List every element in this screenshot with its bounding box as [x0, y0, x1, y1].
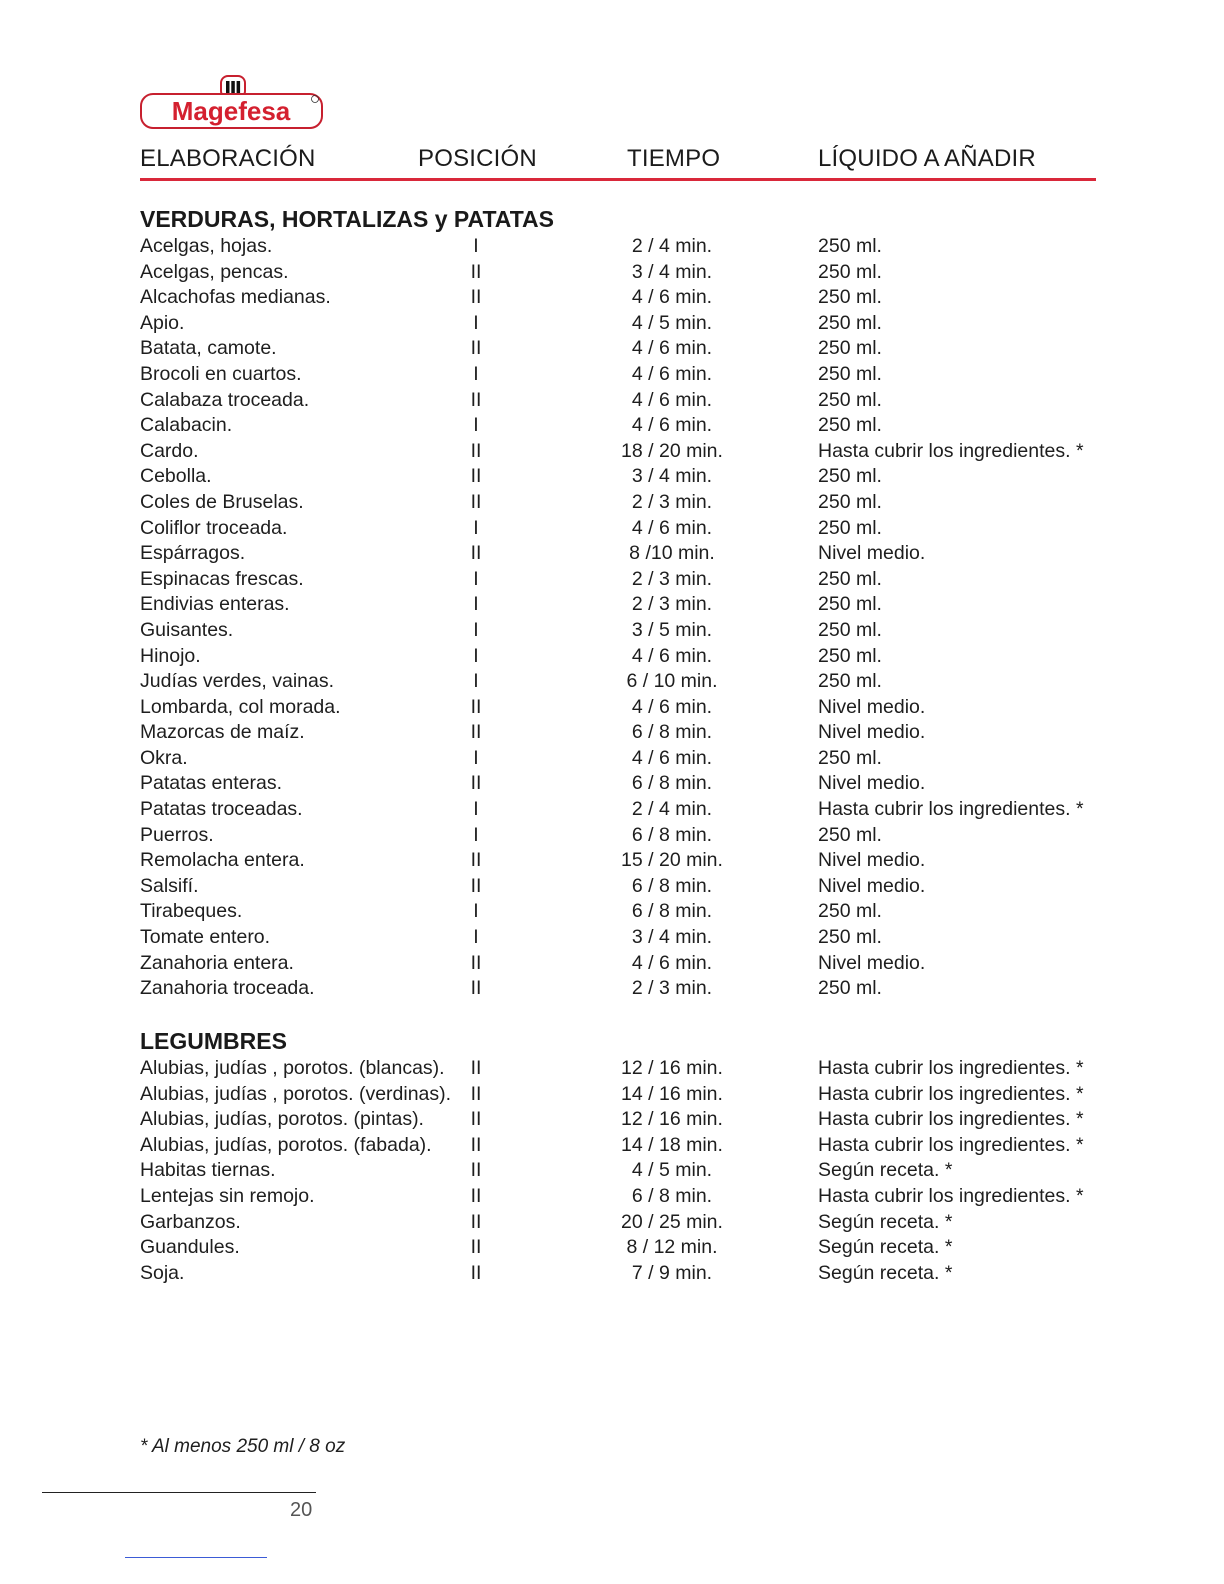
table-row: [0, 1184, 1224, 1210]
table-row: [0, 823, 1224, 849]
row-position: II: [470, 465, 482, 488]
header-liquido: LÍQUIDO A AÑADIR: [818, 145, 1036, 172]
row-time: 3 / 4 min.: [631, 926, 713, 949]
table-row: [0, 951, 1224, 977]
row-time: 4 / 6 min.: [631, 414, 713, 437]
row-name: Coles de Bruselas.: [140, 490, 304, 513]
row-time: 4 / 6 min.: [631, 951, 713, 974]
row-position: I: [473, 900, 479, 923]
row-position: II: [470, 439, 482, 462]
table-row: [0, 746, 1224, 772]
row-liquid: 250 ml.: [818, 337, 882, 360]
table-row: [0, 285, 1224, 311]
row-name: Cebolla.: [140, 465, 212, 488]
row-position: II: [470, 874, 482, 897]
row-name: Salsifí.: [140, 874, 199, 897]
row-name: Tirabeques.: [140, 900, 243, 923]
table-row: [0, 260, 1224, 286]
row-time: 6 / 8 min.: [631, 900, 713, 923]
row-name: Batata, camote.: [140, 337, 277, 360]
row-position: I: [473, 593, 479, 616]
row-time: 8 / 12 min.: [626, 1236, 718, 1259]
footer-blue-line: [125, 1557, 267, 1558]
row-time: 6 / 8 min.: [631, 772, 713, 795]
row-liquid: 250 ml.: [818, 388, 882, 411]
row-position: I: [473, 414, 479, 437]
row-position: II: [470, 490, 482, 513]
table-row: [0, 1056, 1224, 1082]
row-position: I: [473, 670, 479, 693]
row-name: Hinojo.: [140, 644, 201, 667]
row-time: 14 / 16 min.: [621, 1082, 723, 1105]
row-liquid: Hasta cubrir los ingredientes. *: [818, 439, 1084, 462]
row-position: II: [470, 1261, 482, 1284]
row-liquid: 250 ml.: [818, 465, 882, 488]
row-name: Calabacin.: [140, 414, 233, 437]
row-time: 4 / 6 min.: [631, 695, 713, 718]
row-position: II: [470, 721, 482, 744]
row-liquid: 250 ml.: [818, 823, 882, 846]
row-position: II: [470, 1210, 482, 1233]
row-time: 2 / 3 min.: [631, 490, 713, 513]
svg-text:Magefesa: Magefesa: [171, 96, 291, 126]
row-liquid: 250 ml.: [818, 414, 882, 437]
footer-divider: [42, 1492, 316, 1493]
row-liquid: 250 ml.: [818, 746, 882, 769]
row-time: 4 / 6 min.: [631, 516, 713, 539]
row-time: 7 / 9 min.: [631, 1261, 713, 1284]
row-position: II: [470, 951, 482, 974]
header-elaboracion: ELABORACIÓN: [140, 145, 316, 172]
row-time: 2 / 3 min.: [631, 593, 713, 616]
row-name: Alcachofas medianas.: [140, 286, 331, 309]
row-time: 20 / 25 min.: [621, 1210, 723, 1233]
row-liquid: Según receta. *: [818, 1159, 953, 1182]
row-liquid: 250 ml.: [818, 977, 882, 1000]
row-name: Calabaza troceada.: [140, 388, 310, 411]
row-liquid: Nivel medio.: [818, 849, 926, 872]
section-title-legumbres: LEGUMBRES: [140, 1028, 287, 1054]
table-row: [0, 618, 1224, 644]
row-position: II: [470, 1108, 482, 1131]
row-time: 6 / 10 min.: [626, 670, 718, 693]
row-time: 14 / 18 min.: [621, 1133, 723, 1156]
row-liquid: Nivel medio.: [818, 951, 926, 974]
row-time: 4 / 6 min.: [631, 388, 713, 411]
row-liquid: 250 ml.: [818, 235, 882, 257]
row-name: Puerros.: [140, 823, 214, 846]
row-name: Acelgas, hojas.: [140, 235, 273, 257]
table-row: [0, 669, 1224, 695]
row-liquid: 250 ml.: [818, 593, 882, 616]
row-time: 4 / 6 min.: [631, 337, 713, 360]
row-time: 12 / 16 min.: [621, 1108, 723, 1131]
table-row: [0, 567, 1224, 593]
table-row: [0, 439, 1224, 465]
magefesa-logo: [140, 74, 324, 130]
row-liquid: 250 ml.: [818, 900, 882, 923]
row-time: 2 / 3 min.: [631, 567, 713, 590]
row-time: 4 / 6 min.: [631, 286, 713, 309]
table-row: [0, 516, 1224, 542]
footnote: * Al menos 250 ml / 8 oz: [140, 1436, 346, 1457]
magefesa-logo-graphic: [140, 74, 324, 130]
row-time: 2 / 4 min.: [631, 235, 713, 257]
row-liquid: Hasta cubrir los ingredientes. *: [818, 1057, 1084, 1079]
row-name: Zanahoria entera.: [140, 951, 294, 974]
row-liquid: 250 ml.: [818, 567, 882, 590]
row-liquid: 250 ml.: [818, 670, 882, 693]
row-name: Garbanzos.: [140, 1210, 241, 1233]
page-number: 20: [290, 1499, 313, 1521]
row-liquid: 250 ml.: [818, 644, 882, 667]
row-name: Alubias, judías, porotos. (pintas).: [140, 1108, 424, 1131]
row-name: Patatas enteras.: [140, 772, 283, 795]
row-time: 4 / 5 min.: [631, 1159, 713, 1182]
header-tiempo: TIEMPO: [627, 145, 721, 172]
row-time: 3 / 4 min.: [631, 465, 713, 488]
row-position: I: [473, 516, 479, 539]
row-liquid: Hasta cubrir los ingredientes. *: [818, 1108, 1084, 1131]
row-liquid: 250 ml.: [818, 516, 882, 539]
table-row: [0, 362, 1224, 388]
table-row: [0, 644, 1224, 670]
row-liquid: Nivel medio.: [818, 874, 926, 897]
row-position: II: [470, 337, 482, 360]
row-name: Habitas tiernas.: [140, 1159, 276, 1182]
row-name: Acelgas, pencas.: [140, 260, 289, 283]
row-time: 2 / 3 min.: [631, 977, 713, 1000]
row-name: Apio.: [140, 311, 185, 334]
table-row: [0, 388, 1224, 414]
header-divider: [140, 178, 1096, 181]
row-liquid: 250 ml.: [818, 286, 882, 309]
section-rows-legumbres: [0, 1056, 1224, 1286]
table-row: [0, 1133, 1224, 1159]
row-position: II: [470, 542, 482, 565]
table-row: [0, 1261, 1224, 1287]
row-time: 12 / 16 min.: [621, 1057, 723, 1079]
row-name: Guisantes.: [140, 618, 234, 641]
row-liquid: 250 ml.: [818, 618, 882, 641]
table-row: [0, 720, 1224, 746]
row-position: II: [470, 1159, 482, 1182]
row-liquid: Hasta cubrir los ingredientes. *: [818, 798, 1084, 821]
row-time: 15 / 20 min.: [621, 849, 723, 872]
row-name: Brocoli en cuartos.: [140, 362, 302, 385]
table-row: [0, 976, 1224, 1002]
row-name: Alubias, judías , porotos. (blancas).: [140, 1057, 445, 1079]
table-row: [0, 336, 1224, 362]
row-position: I: [473, 311, 479, 334]
table-row: [0, 464, 1224, 490]
row-position: II: [470, 286, 482, 309]
row-liquid: Hasta cubrir los ingredientes. *: [818, 1082, 1084, 1105]
row-time: 8 /10 min.: [629, 542, 715, 565]
row-name: Guandules.: [140, 1236, 240, 1259]
table-row: [0, 695, 1224, 721]
table-row: [0, 1107, 1224, 1133]
table-header: [140, 145, 1096, 179]
row-position: II: [470, 695, 482, 718]
row-liquid: Nivel medio.: [818, 695, 926, 718]
table-row: [0, 1082, 1224, 1108]
row-time: 2 / 4 min.: [631, 798, 713, 821]
row-liquid: Según receta. *: [818, 1261, 953, 1284]
row-position: I: [473, 644, 479, 667]
row-time: 4 / 6 min.: [631, 362, 713, 385]
row-position: I: [473, 746, 479, 769]
row-name: Zanahoria troceada.: [140, 977, 315, 1000]
row-time: 3 / 5 min.: [631, 618, 713, 641]
table-row: [0, 925, 1224, 951]
row-position: II: [470, 388, 482, 411]
row-time: 6 / 8 min.: [631, 721, 713, 744]
row-time: 4 / 5 min.: [631, 311, 713, 334]
row-position: II: [470, 1082, 482, 1105]
row-position: II: [470, 1184, 482, 1207]
row-time: 6 / 8 min.: [631, 823, 713, 846]
row-liquid: 250 ml.: [818, 926, 882, 949]
row-name: Tomate entero.: [140, 926, 271, 949]
row-position: II: [470, 849, 482, 872]
row-name: Alubias, judías , porotos. (verdinas).: [140, 1082, 452, 1105]
row-name: Espinacas frescas.: [140, 567, 304, 590]
row-name: Remolacha entera.: [140, 849, 305, 872]
row-liquid: Nivel medio.: [818, 721, 926, 744]
table-row: [0, 1235, 1224, 1261]
row-position: I: [473, 235, 479, 257]
table-row: [0, 848, 1224, 874]
row-position: I: [473, 798, 479, 821]
row-time: 4 / 6 min.: [631, 644, 713, 667]
row-name: Patatas troceadas.: [140, 798, 303, 821]
row-position: I: [473, 823, 479, 846]
row-liquid: Según receta. *: [818, 1236, 953, 1259]
header-posicion: POSICIÓN: [418, 145, 537, 172]
row-time: 3 / 4 min.: [631, 260, 713, 283]
row-time: 4 / 6 min.: [631, 746, 713, 769]
table-row: [0, 1158, 1224, 1184]
row-position: II: [470, 1133, 482, 1156]
row-liquid: Hasta cubrir los ingredientes. *: [818, 1184, 1084, 1207]
row-liquid: 250 ml.: [818, 311, 882, 334]
row-name: Coliflor troceada.: [140, 516, 288, 539]
row-liquid: 250 ml.: [818, 362, 882, 385]
table-row: [0, 797, 1224, 823]
row-liquid: Nivel medio.: [818, 772, 926, 795]
table-row: [0, 311, 1224, 337]
section-rows-verduras: [0, 234, 1224, 1002]
table-row: [0, 592, 1224, 618]
row-position: I: [473, 926, 479, 949]
row-name: Lombarda, col morada.: [140, 695, 341, 718]
table-row: [0, 899, 1224, 925]
row-time: 6 / 8 min.: [631, 1184, 713, 1207]
row-position: II: [470, 1236, 482, 1259]
row-name: Cardo.: [140, 439, 199, 462]
row-liquid: Hasta cubrir los ingredientes. *: [818, 1133, 1084, 1156]
row-position: I: [473, 362, 479, 385]
row-liquid: Según receta. *: [818, 1210, 953, 1233]
row-position: I: [473, 618, 479, 641]
table-row: [0, 771, 1224, 797]
row-name: Okra.: [140, 746, 188, 769]
row-liquid: 250 ml.: [818, 490, 882, 513]
row-name: Judías verdes, vainas.: [140, 670, 335, 693]
row-name: Lentejas sin remojo.: [140, 1184, 315, 1207]
section-title-verduras: VERDURAS, HORTALIZAS y PATATAS: [140, 206, 554, 232]
row-position: II: [470, 977, 482, 1000]
row-liquid: Nivel medio.: [818, 542, 926, 565]
row-name: Alubias, judías, porotos. (fabada).: [140, 1133, 432, 1156]
row-time: 18 / 20 min.: [621, 439, 723, 462]
row-position: I: [473, 567, 479, 590]
table-row: [0, 541, 1224, 567]
row-position: II: [470, 1057, 482, 1079]
row-name: Mazorcas de maíz.: [140, 721, 305, 744]
row-liquid: 250 ml.: [818, 260, 882, 283]
table-row: [0, 1210, 1224, 1236]
row-name: Endivias enteras.: [140, 593, 290, 616]
row-time: 6 / 8 min.: [631, 874, 713, 897]
row-position: II: [470, 260, 482, 283]
row-name: Soja.: [140, 1261, 185, 1284]
row-position: II: [470, 772, 482, 795]
table-row: [0, 413, 1224, 439]
table-row: [0, 874, 1224, 900]
table-row: [0, 234, 1224, 260]
row-name: Espárragos.: [140, 542, 246, 565]
table-row: [0, 490, 1224, 516]
